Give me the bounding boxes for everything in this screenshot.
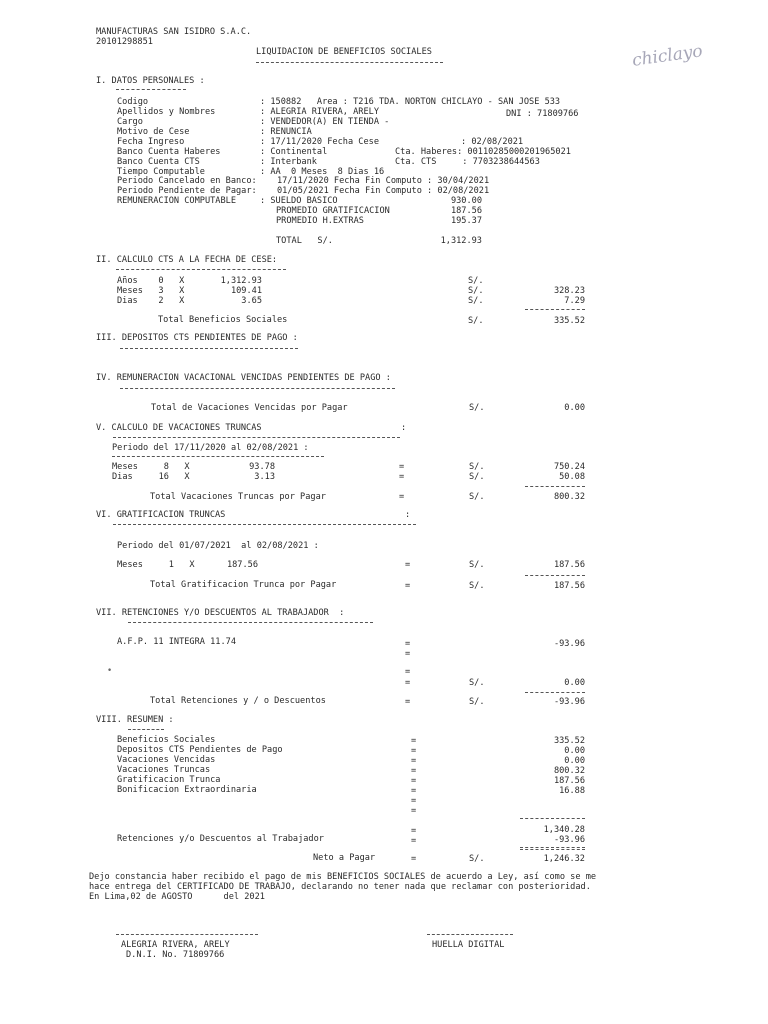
label-neto-a-pagar: Neto a Pagar [313, 853, 376, 863]
resumen-label: Beneficios Sociales [117, 735, 216, 745]
resumen-value: 0.00 [564, 746, 585, 756]
label-periodo-cancelado: Periodo Cancelado en Banco: [117, 176, 257, 186]
resumen-value: 800.32 [553, 766, 585, 776]
gratificacion-periodo: Periodo del 01/07/2021 al 02/08/2021 : [117, 541, 319, 551]
value-motivo-cese: : RENUNCIA [260, 127, 312, 137]
resumen-equals: = [411, 806, 417, 816]
subtotal-rule [525, 575, 585, 576]
vac-row-label: Dias 16 X [112, 472, 190, 482]
cts-row-value: 328.23 [553, 286, 585, 296]
label-total-vacaciones-vencidas: Total de Vacaciones Vencidas por Pagar [151, 403, 348, 413]
value-periodo-pendiente: 01/05/2021 Fecha Fin Computo : 02/08/2021 [277, 186, 490, 196]
value-dni: DNI : 71809766 [506, 109, 579, 119]
company-name: MANUFACTURAS SAN ISIDRO S.A.C. [96, 27, 252, 37]
vac-row-value: 750.24 [553, 462, 585, 472]
signature-line [116, 934, 258, 935]
grat-row-monto: 187.56 [226, 560, 258, 570]
resumen-equals: = [411, 736, 417, 746]
vac-row-monto: 93.78 [249, 462, 275, 472]
section-datos-personales-title: I. DATOS PERSONALES : [96, 76, 205, 86]
grat-row-value: 187.56 [553, 560, 585, 570]
vac-row-equals: = [399, 472, 405, 482]
value-promedio-gratificacion: 187.56 [450, 206, 482, 216]
subtotal-rule [520, 818, 585, 819]
label-tiempo-computable: Tiempo Computable [117, 167, 205, 177]
document-title: LIQUIDACION DE BENEFICIOS SOCIALES [256, 47, 432, 57]
total-retenciones-equals: = [405, 697, 411, 707]
section-underline [113, 437, 400, 438]
label-afp: A.F.P. 11 INTEGRA 11.74 [117, 637, 236, 647]
retencion-equals: = [405, 649, 411, 659]
section-calculo-cts-title: II. CALCULO CTS A LA FECHA DE CESE: [96, 255, 278, 265]
vac-row-label: Meses 8 X [112, 462, 190, 472]
cts-row-currency: S/. [468, 296, 484, 306]
section-depositos-cts-title: III. DEPOSITOS CTS PENDIENTES DE PAGO : [96, 333, 298, 343]
resumen-equals: = [411, 796, 417, 806]
huella-digital-label: HUELLA DIGITAL [432, 940, 505, 950]
cts-row-value: 7.29 [564, 296, 585, 306]
label-motivo-cese: Motivo de Cese [117, 127, 190, 137]
company-ruc: 20101298851 [96, 37, 153, 47]
signature-name: ALEGRIA RIVERA, ARELY [121, 940, 230, 950]
resumen-equals: = [411, 776, 417, 786]
cts-row-monto: 109.41 [230, 286, 262, 296]
value-banco-cts: : Interbank [260, 157, 317, 167]
value-fecha-ingreso: : 17/11/2020 Fecha Cese [260, 137, 379, 147]
grat-row-currency: S/. [469, 560, 485, 570]
section-underline [128, 622, 373, 623]
label-remuneracion-computable: REMUNERACION COMPUTABLE [117, 196, 236, 206]
cts-row-monto: 3.65 [241, 296, 262, 306]
resumen-label: Vacaciones Vencidas [117, 755, 216, 765]
vacaciones-vencidas-currency: S/. [469, 403, 485, 413]
total-beneficios-currency: S/. [468, 316, 484, 326]
total-vacaciones-truncas-equals: = [399, 492, 405, 502]
value-sueldo-basico: 930.00 [450, 196, 482, 206]
label-total-retenciones: Total Retenciones y / o Descuentos [150, 696, 326, 706]
retencion-blank-currency: S/. [469, 678, 485, 688]
total-retenciones-currency: S/. [469, 697, 485, 707]
section-underline [120, 348, 298, 349]
value-banco-haberes: : Continental [260, 147, 328, 157]
label-total-gratificacion: Total Gratificacion Trunca por Pagar [150, 580, 337, 590]
value-cargo: : VENDEDOR(A) EN TIENDA - [260, 117, 390, 127]
section-retenciones-title: VII. RETENCIONES Y/O DESCUENTOS AL TRABAJADOR : [96, 608, 345, 618]
cts-row-currency: S/. [468, 276, 484, 286]
retencion-equals: = [405, 678, 411, 688]
total-vacaciones-truncas-currency: S/. [469, 492, 485, 502]
resumen-equals: = [411, 786, 417, 796]
huella-line [427, 934, 513, 935]
label-total-beneficios: Total Beneficios Sociales [158, 315, 288, 325]
section-underline [116, 89, 186, 90]
total-rule [520, 849, 585, 850]
value-neto-a-pagar: 1,246.32 [543, 854, 585, 864]
section-underline [128, 729, 164, 730]
section-underline [120, 388, 395, 389]
cts-row-label: Años 0 X [117, 276, 185, 286]
retencion-equals: = [405, 667, 411, 677]
vac-row-equals: = [399, 462, 405, 472]
vac-row-currency: S/. [469, 472, 485, 482]
label-promedio-gratificacion: PROMEDIO GRATIFICACION [276, 206, 390, 216]
section-colon: : [405, 510, 411, 520]
section-underline [116, 269, 286, 270]
cts-row-monto: 1,312.93 [220, 276, 262, 286]
value-periodo-cancelado: 17/11/2020 Fecha Fin Computo : 30/04/2021 [277, 176, 490, 186]
value-total-beneficios: 335.52 [553, 316, 585, 326]
section-vacaciones-vencidas-title: IV. REMUNERACION VACACIONAL VENCIDAS PENDIENTES DE PAGO : [96, 373, 391, 383]
label-promedio-hextras: PROMEDIO H.EXTRAS [276, 216, 364, 226]
label-fecha-ingreso: Fecha Ingreso [117, 137, 185, 147]
resumen-label: Bonificacion Extraordinaria [117, 785, 257, 795]
label-resumen-retenciones: Retenciones y/o Descuentos al Trabajador [117, 834, 324, 844]
value-total-remuneracion: 1,312.93 [440, 236, 482, 246]
value-codigo-area: : 150882 Area : T216 TDA. NORTON CHICLAYO - SAN JOSE 533 [260, 97, 561, 107]
value-total-retenciones: -93.96 [553, 697, 585, 707]
subtotal-equals: = [411, 826, 417, 836]
value-retencion-blank: 0.00 [564, 678, 585, 688]
resumen-equals: = [411, 746, 417, 756]
vac-row-monto: 3.13 [254, 472, 275, 482]
title-underline [256, 62, 443, 63]
value-cta-haberes: Cta. Haberes: 00110285000201965021 [395, 147, 571, 157]
resumen-label: Gratificacion Trunca [117, 775, 221, 785]
label-periodo-pendiente: Periodo Pendiente de Pagar: [117, 186, 257, 196]
value-total-gratificacion: 187.56 [553, 581, 585, 591]
constancia-line-2: hace entrega del CERTIFICADO DE TRABAJO, declarando no tener nada que reclamar con posterioridad. [89, 882, 591, 892]
retenciones-equals: = [411, 836, 417, 846]
section-colon: : [401, 423, 407, 433]
section-underline [113, 524, 416, 525]
resumen-value: 0.00 [564, 756, 585, 766]
constancia-line-1: Dejo constancia haber recibido el pago de mis BENEFICIOS SOCIALES de acuerdo a Ley, así como se me [89, 872, 597, 882]
vac-row-value: 50.08 [559, 472, 585, 482]
label-sueldo-basico: : SUELDO BASICO [260, 196, 338, 206]
stray-mark: • [107, 666, 113, 676]
cts-row-currency: S/. [468, 286, 484, 296]
section-vacaciones-truncas-title: V. CALCULO DE VACACIONES TRUNCAS [96, 423, 262, 433]
neto-equals: = [411, 854, 417, 864]
neto-currency: S/. [469, 854, 485, 864]
periodo-underline [112, 456, 324, 457]
cts-row-label: Meses 3 X [117, 286, 185, 296]
resumen-value: 187.56 [553, 776, 585, 786]
label-total-vacaciones-truncas: Total Vacaciones Truncas por Pagar [150, 492, 326, 502]
resumen-label: Depositos CTS Pendientes de Pago [117, 745, 283, 755]
total-rule [520, 847, 585, 848]
value-promedio-hextras: 195.37 [450, 216, 482, 226]
grat-row-label: Meses 1 X [117, 560, 195, 570]
signature-dni: D.N.I. No. 71809766 [126, 950, 225, 960]
label-codigo: Codigo [117, 97, 149, 107]
section-resumen-title: VIII. RESUMEN : [96, 715, 174, 725]
label-apellidos: Apellidos y Nombres [117, 107, 216, 117]
resumen-value: 335.52 [553, 736, 585, 746]
grat-row-equals: = [405, 560, 411, 570]
label-cargo: Cargo [117, 117, 143, 127]
handwritten-note: chiclayo [630, 41, 704, 71]
value-fecha-cese: : 02/08/2021 [461, 137, 524, 147]
value-tiempo-computable: : AA 0 Meses 8 Dias 16 [260, 167, 385, 177]
vacaciones-truncas-periodo: Periodo del 17/11/2020 al 02/08/2021 : [112, 443, 309, 453]
value-resumen-subtotal: 1,340.28 [543, 825, 585, 835]
value-total-vacaciones-vencidas: 0.00 [564, 403, 585, 413]
value-apellidos: : ALEGRIA RIVERA, ARELY [260, 107, 379, 117]
cts-row-label: Dias 2 X [117, 296, 185, 306]
resumen-value: 16.88 [559, 786, 585, 796]
constancia-line-3: En Lima,02 de AGOSTO del 2021 [89, 892, 265, 902]
value-cta-cts: Cta. CTS : 7703238644563 [395, 157, 540, 167]
section-gratificacion-title: VI. GRATIFICACION TRUNCAS [96, 510, 226, 520]
label-total-remuneracion: TOTAL S/. [276, 236, 333, 246]
value-afp: -93.96 [553, 639, 585, 649]
resumen-equals: = [411, 766, 417, 776]
afp-equals: = [405, 639, 411, 649]
resumen-equals: = [411, 756, 417, 766]
value-resumen-retenciones: -93.96 [553, 835, 585, 845]
value-total-vacaciones-truncas: 800.32 [553, 492, 585, 502]
label-banco-haberes: Banco Cuenta Haberes [117, 147, 221, 157]
subtotal-rule [525, 692, 585, 693]
vac-row-currency: S/. [469, 462, 485, 472]
resumen-label: Vacaciones Truncas [117, 765, 211, 775]
total-gratificacion-currency: S/. [469, 581, 485, 591]
subtotal-rule [525, 486, 585, 487]
label-banco-cts: Banco Cuenta CTS [117, 157, 200, 167]
total-gratificacion-equals: = [405, 581, 411, 591]
subtotal-rule [525, 309, 585, 310]
